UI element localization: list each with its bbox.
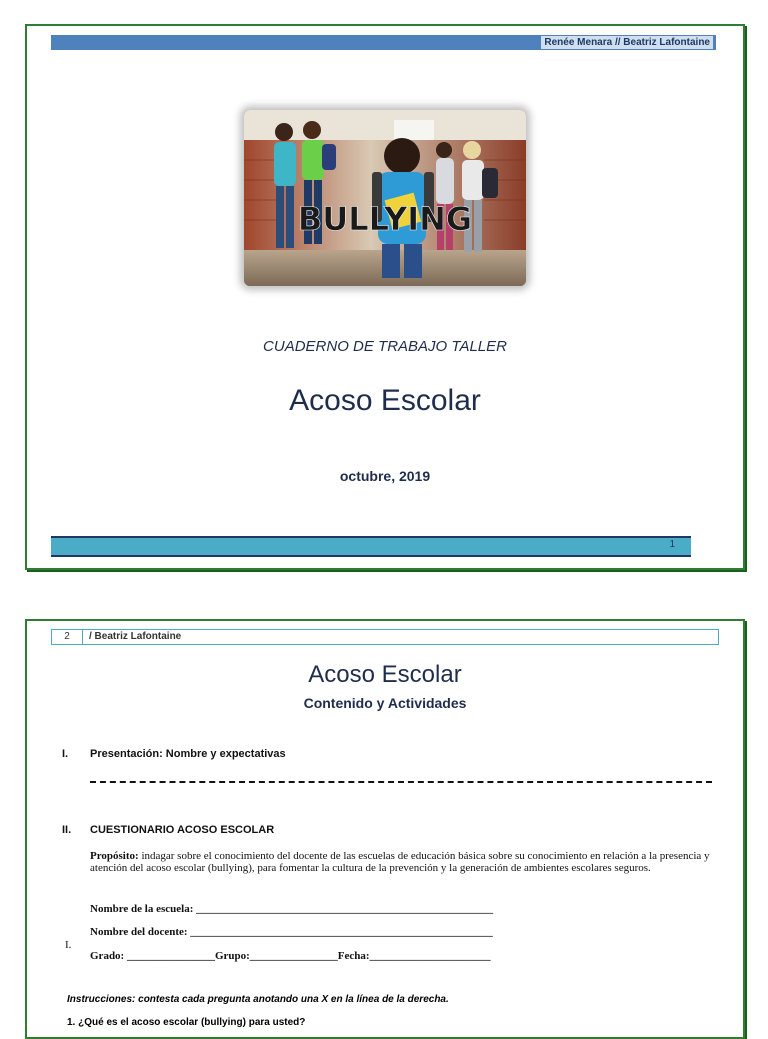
purpose-text: indagar sobre el conocimiento del docente de las escuelas de educación básica sobre su conocimiento en relación a la presencia y atención del acoso escolar (bullying), para fomentar la cultura de la prevención y la generación de ambientes escolares seguros.	[90, 850, 710, 874]
form-number: I.	[65, 939, 72, 951]
section-number: II.	[62, 824, 72, 836]
purpose-label: Propósito:	[90, 850, 139, 862]
purpose-paragraph	[90, 850, 715, 874]
school-name-field: Nombre de la escuela: ______________________________________________________	[90, 903, 494, 915]
teacher-name-field: Nombre del docente: _______________________________________________________	[90, 926, 493, 938]
page-title: Acoso Escolar	[308, 661, 462, 688]
section-number: I.	[62, 748, 69, 760]
cover-image	[244, 110, 526, 286]
page-number: 2	[52, 630, 83, 644]
grade-group-date-field: Grado: ________________Grupo:________________Fecha:______________________	[90, 950, 491, 962]
content-page	[25, 619, 745, 1039]
page-number: 1	[669, 539, 675, 550]
header-author: / Beatriz Lafontaine	[89, 631, 182, 642]
question-1: 1. ¿Qué es el acoso escolar (bullying) para usted?	[67, 1017, 306, 1028]
answer-dash-line	[90, 781, 712, 783]
section-heading-questionnaire: CUESTIONARIO ACOSO ESCOLAR	[90, 824, 275, 836]
header-authors: Renée Menara // Beatriz Lafontaine	[540, 35, 714, 50]
page-subtitle: Contenido y Actividades	[303, 695, 467, 711]
instructions-text: Instrucciones: contesta cada pregunta anotando una X en la línea de la derecha.	[67, 994, 449, 1005]
page-header	[51, 629, 719, 645]
footer-band	[51, 536, 691, 557]
workbook-subtitle: CUADERNO DE TRABAJO TALLER	[263, 338, 507, 355]
cover-date: octubre, 2019	[339, 468, 431, 484]
cover-page	[25, 24, 745, 570]
section-heading-presentation: Presentación: Nombre y expectativas	[90, 748, 286, 760]
bullying-image-word: BULLYING	[297, 200, 473, 238]
cover-title: Acoso Escolar	[289, 384, 481, 417]
header-band	[51, 35, 716, 50]
